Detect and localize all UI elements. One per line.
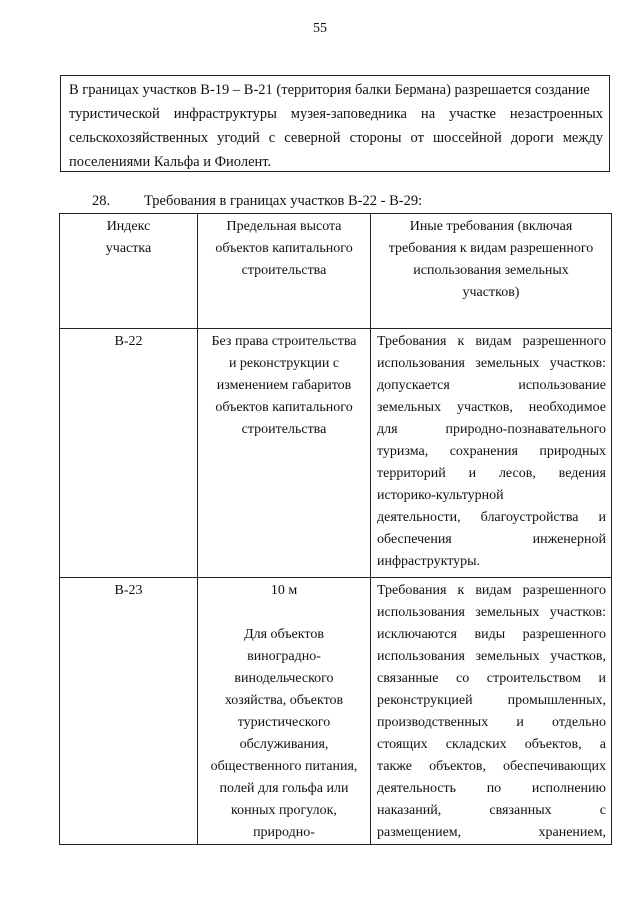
row-index [60,578,198,845]
height-text: Без права строительства [211,334,357,349]
section-title: Требования в границах участков В-22 - В-29: [144,193,423,209]
header-other [371,214,612,329]
height-text: Для объектов [244,627,324,642]
header-text: Предельная высота [226,219,342,234]
other-text: допускается использование [377,378,606,393]
other-text: использования земельных участков, [377,649,606,664]
other-text: реконструкцией промышленных, [377,693,606,708]
other-text: туризма, сохранения природных [377,444,606,459]
note-box [60,75,610,172]
other-text: использования земельных участков: [377,356,606,371]
height-text: хозяйства, объектов [224,693,344,708]
note-line: В границах участков В-19 – В-21 (территория балки Бермана) разрешается создание [69,82,590,98]
other-text: наказаний, связанных с [377,803,606,818]
section-number: 28. [92,193,111,209]
height-text: полей для гольфа или [219,781,349,796]
header-text: Индекс [106,219,151,234]
index-text: В-23 [114,583,143,598]
other-text: стоящих складских объектов, а [377,737,606,752]
height-text: виноградно- [247,649,321,664]
height-text: туристического [237,715,331,730]
other-text: производственных и отдельно [377,715,606,730]
other-text: деятельность по исполнению [377,781,606,796]
header-text: Иные требования (включая [409,219,573,234]
header-text: использования земельных [413,263,569,278]
table-row [60,329,612,578]
height-text: обслуживания, [239,737,329,752]
other-text: размещением, хранением, [377,825,606,840]
height-text: общественного питания, [210,759,358,774]
row-other [371,329,612,578]
height-text: объектов капитального [215,400,353,415]
other-text: также объектов, обеспечивающих [377,759,606,774]
row-height [198,329,371,578]
other-text: историко-культурной [377,488,504,503]
other-text: Требования к видам разрешенного [377,583,606,598]
row-height [198,578,371,845]
note-line: поселениями Кальфа и Фиолент. [69,154,272,170]
header-index [60,214,198,329]
index-text: В-22 [114,334,143,349]
height-text: строительства [241,422,327,437]
requirements-table [59,213,612,845]
header-text: требования к видам разрешенного [388,241,594,256]
other-text: территорий и лесов, ведения [377,466,606,481]
table-row [60,578,612,845]
other-text: исключаются виды разрешенного [377,627,606,642]
row-index [60,329,198,578]
header-height [198,214,371,329]
row-other [371,578,612,845]
other-text: Требования к видам разрешенного [377,334,606,349]
height-text: и реконструкции с [228,356,340,371]
height-text: природно- [253,825,315,840]
table-header-row [60,214,612,329]
other-text: обеспечения инженерной [377,532,606,547]
other-text: для природно-познавательного [377,422,606,437]
other-text: связанные со строительством и [377,671,606,686]
header-text: строительства [241,263,327,278]
section-heading [92,193,422,210]
header-text: объектов капитального [215,241,353,256]
note-line: сельскохозяйственных угодий с северной стороны от шоссейной дороги между [69,130,603,146]
height-text: конных прогулок, [231,803,337,818]
height-text: изменением габаритов [216,378,352,393]
other-text: деятельности, благоустройства и [377,510,606,525]
header-text: участков) [462,285,520,300]
height-value: 10 м [270,583,298,598]
header-text: участка [105,241,152,256]
other-text: земельных участков, необходимое [377,400,606,415]
page-number: 55 [313,21,327,36]
other-text: использования земельных участков: [377,605,606,620]
other-text: инфраструктуры. [377,554,481,569]
note-line: туристической инфраструктуры музея-заповедника на участке незастроенных [69,106,603,122]
height-text: винодельческого [234,671,334,686]
